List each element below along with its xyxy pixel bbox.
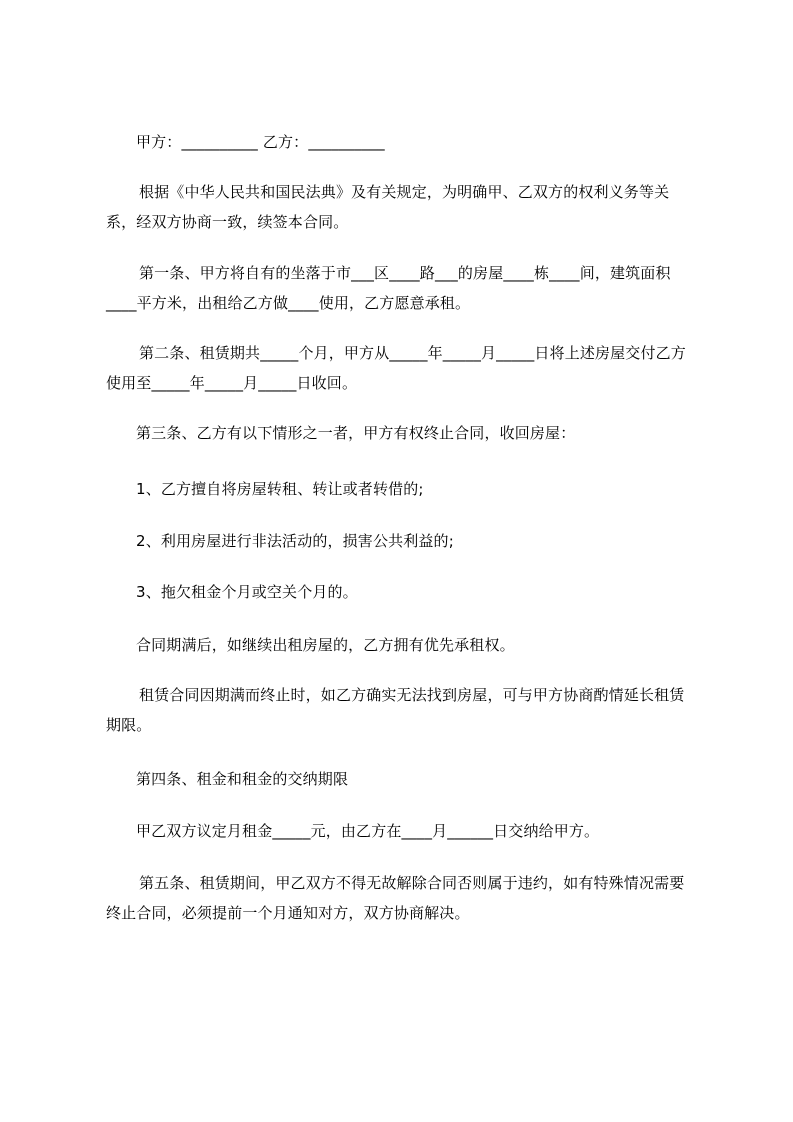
rent-terms-paragraph: 甲乙双方议定月租金_____元，由乙方在____月______日交纳给甲方。 [136, 822, 600, 840]
list-item-2: 2、利用房屋进行非法活动的，损害公共利益的; [136, 532, 454, 550]
article-2-paragraph: 第二条、租赁期共_____个月，甲方从_____年_____月_____日将上述房屋交付乙方使用至_____年_____月_____日收回。 [106, 344, 686, 392]
article-5-paragraph: 第五条、租赁期间，甲乙双方不得无故解除合同否则属于违约，如有特殊情况需要终止合同，必须提前一个月通知对方，双方协商解决。 [106, 874, 685, 922]
article-3-paragraph: 第三条、乙方有以下情形之一者，甲方有权终止合同，收回房屋： [136, 424, 576, 442]
preamble-paragraph: 根据《中华人民共和国民法典》及有关规定，为明确甲、乙双方的权利义务等关系，经双方协商一致，续签本合同。 [106, 183, 670, 231]
article-4-heading: 第四条、租金和租金的交纳期限 [136, 770, 349, 788]
list-item-1: 1、乙方擅自将房屋转租、转让或者转借的; [136, 480, 424, 498]
article-1-paragraph: 第一条、甲方将自有的坐落于市___区____路___的房屋____栋____间，建筑面积____平方米，出租给乙方做____使用，乙方愿意承租。 [106, 264, 671, 312]
renewal-priority-paragraph: 合同期满后，如继续出租房屋的，乙方拥有优先承租权。 [136, 636, 515, 654]
list-item-3: 3、拖欠租金个月或空关个月的。 [136, 583, 358, 601]
parties-line: 甲方：__________ 乙方：__________ [136, 133, 385, 151]
extension-clause-paragraph: 租赁合同因期满而终止时，如乙方确实无法找到房屋，可与甲方协商酌情延长租赁期限。 [106, 686, 685, 734]
